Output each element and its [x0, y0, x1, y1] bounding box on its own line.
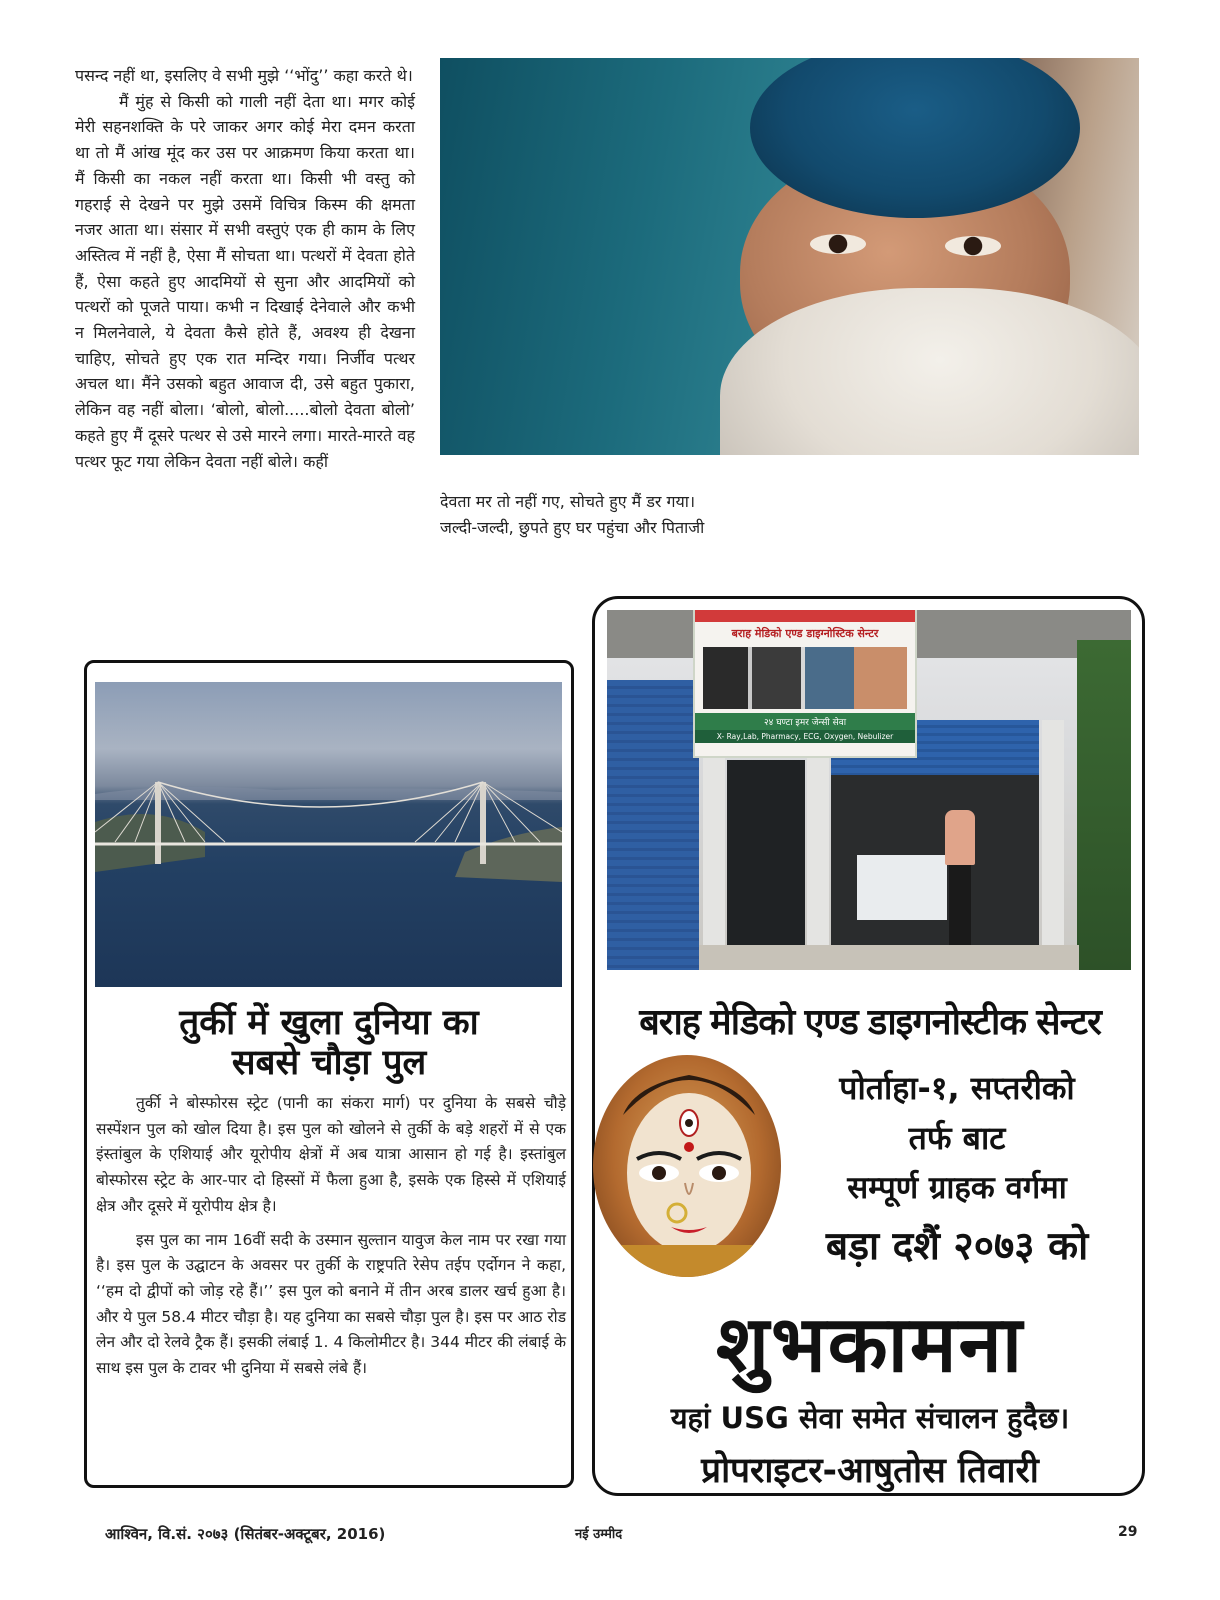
bridge-paragraph-1: तुर्की ने बोस्फोरस स्ट्रेट (पानी का संकरा मार्ग) पर दुनिया के सबसे चौड़े सस्पेंशन पुल को खोल दिया है। इस पुल को खोलने से तुर्की के बड़े शहरों में से एक इंस्तांबुल के एशियाई और यूरोपीय क्षेत्रों में अब यात्रा आसान हो गई है। इस्तांबुल बोस्फोरस स्ट्रेट के आर-पार दो हिस्सों में फैला हुआ है, इसके एक हिस्से में एशियाई क्षेत्र और दूसरे में यूरोपीय क्षेत्र है। — [96, 1094, 566, 1215]
portrait-left-eye — [810, 234, 866, 254]
signboard-hours: २४ घण्टा इमर जेन्सी सेवा — [695, 713, 915, 730]
usg-service-line: यहां USG सेवा समेत संचालन हुदैछ। — [670, 1401, 1070, 1435]
clinic-name-heading: बराह मेडिको एण्ड डाइगनोस्टीक सेन्टर — [639, 1002, 1101, 1043]
shop-doorway — [727, 760, 805, 970]
shop-pillar — [1042, 720, 1064, 970]
festival-line: बड़ा दशैं २०७३ को — [825, 1224, 1089, 1269]
portrait-right-eye — [945, 236, 1001, 256]
left-paragraph-2: मैं मुंह से किसी को गाली नहीं देता था। मगर कोई मेरी सहनशक्ति के परे जाकर अगर कोई मेरा दमन करता था तो मैं आंख मूंद कर उस पर आक्रमण किया करता था। मैं किसी का नकल नहीं करता था। किसी भी वस्तु को गहराई से देखने पर मुझे उसमें विचित्र किस्म की क्षमता नजर आता था। संसार में सभी वस्तुएं एक ही काम के लिए अस्तित्व में नहीं है, ऐसा मैं सोचता था। पत्थरों में देवता होते हैं, ऐसा कहते हुए आदमियों से सुना और आदमियों को पत्थरों को पूजते पाया। कभी न दिखाई देनेवाले और कभी न मिलनेवाले, ये देवता कैसे होते हैं, अवश्य ही देखना चाहिए, सोचते हुए एक रात मन्दिर गया। निर्जीव पत्थर अचल था। मैंने उसको बहुत आवाज दी, उसे बहुत पुकारा, लेकिन वह नहीं बोला। ‘बोलो, बोलो.....बोलो देवता बोलो’ कहते हुए मैं दूसरे पत्थर से उसे मारने लगा। मारते-मारते वह पत्थर फूट गया लेकिन देवता नहीं बोले। कहीं — [75, 91, 415, 471]
white-counter-board — [857, 855, 947, 920]
bridge-paragraph-2: इस पुल का नाम 16वीं सदी के उस्मान सुल्तान यावुज केल नाम पर रखा गया है। इस पुल के उद्घाटन के अवसर पर तुर्की के राष्ट्रपति रेसेप तईप एर्दोगन ने कहा, ‘‘हम दो द्वीपों को जोड़ रहे हैं।’’ इस पुल को बनाने में तीन अरब डालर खर्च हुआ है। और ये पुल 58.4 मीटर चौड़ा है। यह दुनिया का सबसे चौड़ा पुल है। इस पर आठ रोड लेन और दो रेलवे ट्रैक हैं। इसकी लंबाई 1. 4 किलोमीटर है। 344 मीटर की लंबाई के साथ इस पुल के टावर भी दुनिया में सबसे लंबे हैं। — [96, 1230, 566, 1378]
bridge-article-title — [94, 1003, 564, 1083]
signboard-title: बराह मेडिको एण्ड डाइग्नोस्टिक सेन्टर — [731, 627, 879, 640]
address-line-2: तर्फ बाट — [908, 1119, 1006, 1157]
footer-issue-date: आश्विन, वि.सं. २०७३ (सितंबर-अक्टूबर, 2016) — [105, 1525, 386, 1543]
bridge-title-line-1: तुर्की में खुला दुनिया का — [179, 1003, 479, 1043]
signboard-xray-images — [703, 647, 907, 709]
footer-magazine-name: नई उम्मीद — [575, 1527, 623, 1542]
bridge-title-line-2: सबसे चौड़ा पुल — [231, 1043, 427, 1083]
footer-page-number: 29 — [1118, 1524, 1138, 1540]
left-paragraph-1: पसन्द नहीं था, इसलिए वे सभी मुझे ‘‘भोंदु’’ कहा करते थे। — [75, 66, 413, 85]
left-column-text — [75, 63, 415, 474]
address-line-3: सम्पूर्ण ग्राहक वर्गमा — [847, 1170, 1067, 1206]
goddess-face-illustration — [593, 1055, 781, 1277]
person-legs — [949, 865, 971, 945]
shop-floor — [699, 945, 1079, 970]
proprietor-line: प्रोपराइटर-आषुतोस तिवारी — [701, 1451, 1039, 1491]
suspension-bridge-illustration — [95, 682, 562, 987]
address-line-1: पोर्ताहा-१, सप्तरीको — [839, 1069, 1075, 1107]
trees — [1077, 640, 1131, 970]
portrait-photo — [440, 58, 1139, 455]
goddess-durga-image — [593, 1055, 781, 1277]
greeting-shubhkamana: शुभकामना — [715, 1300, 1025, 1390]
shop-shutter-left — [607, 680, 699, 970]
continuation-text — [440, 489, 860, 540]
bridge-article-body — [96, 1091, 566, 1390]
continuation-line-1: देवता मर तो नहीं गए, सोचते हुए मैं डर गया। — [440, 492, 696, 511]
clinic-shop-photo — [607, 610, 1131, 970]
signboard-top-strip — [695, 610, 915, 622]
clinic-signboard — [693, 610, 917, 758]
continuation-line-2: जल्दी-जल्दी, छुपते हुए घर पहुंचा और पिताजी — [440, 517, 705, 537]
signboard-services: X- Ray,Lab, Pharmacy, ECG, Oxygen, Nebulizer — [695, 730, 915, 743]
bridge-photo — [95, 682, 562, 987]
person-standing — [945, 810, 975, 865]
